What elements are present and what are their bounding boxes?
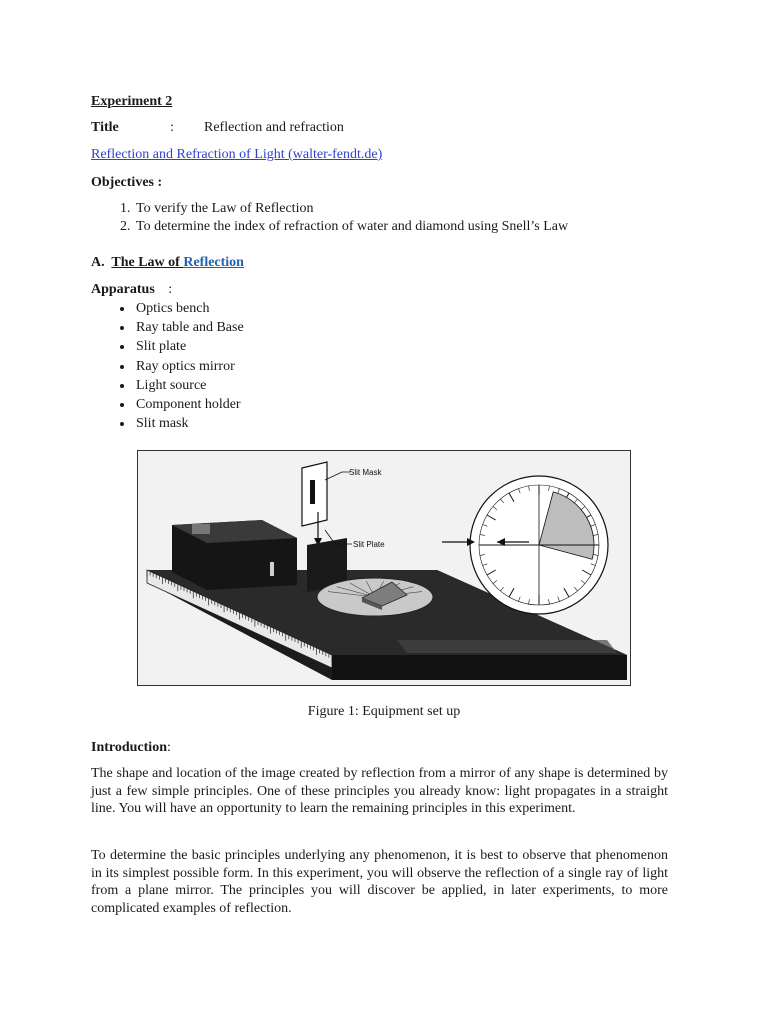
section-a-heading xyxy=(91,255,244,271)
apparatus-item: • Slit plate xyxy=(134,337,244,356)
introduction-heading: Introduction xyxy=(91,740,167,755)
section-a-prefix: A. xyxy=(91,255,105,270)
apparatus-list xyxy=(112,299,244,433)
title-value: Reflection and refraction xyxy=(204,120,344,135)
intro-paragraph-1: The shape and location of the image created by reflection from a mirror of any shape is determined by just a few simple principles. One of these principles you already know: light propagates in a straight line. You will have an opportunity to learn the remaining principles in this experiment. xyxy=(91,766,668,817)
title-label: Title xyxy=(91,120,119,135)
slit-mask-label: Slit Mask xyxy=(349,468,382,477)
apparatus-colon: : xyxy=(168,282,173,297)
objectives-list xyxy=(112,200,568,236)
slit-plate-label: Slit Plate xyxy=(353,540,385,549)
figure-caption: Figure 1: Equipment set up xyxy=(307,704,461,719)
apparatus-item: • Light source xyxy=(134,376,244,395)
title-row xyxy=(91,120,119,136)
apparatus-item: • Ray optics mirror xyxy=(134,357,244,376)
apparatus-heading: Apparatus xyxy=(91,282,155,297)
equipment-figure xyxy=(137,450,631,686)
reflection-link[interactable]: Reflection xyxy=(183,255,244,270)
experiment-label: Experiment 2 xyxy=(91,94,173,109)
apparatus-heading-row xyxy=(91,282,172,298)
objective-item: 2. To determine the index of refraction of water and diamond using Snell’s Law xyxy=(134,218,568,236)
objective-item: 1. To verify the Law of Reflection xyxy=(134,200,568,218)
introduction-heading-row xyxy=(91,740,171,756)
equipment-illustration xyxy=(137,450,631,686)
section-a-text: The Law of xyxy=(111,255,184,270)
title-colon: : xyxy=(170,120,174,135)
apparatus-item: • Ray table and Base xyxy=(134,318,244,337)
objectives-heading: Objectives : xyxy=(91,175,163,190)
apparatus-item: • Component holder xyxy=(134,395,244,414)
simulation-link[interactable]: Reflection and Refraction of Light (walter-fendt.de) xyxy=(91,147,383,162)
apparatus-item: • Optics bench xyxy=(134,299,244,318)
intro-paragraph-2: To determine the basic principles underlying any phenomenon, it is best to observe that phenomenon in its simplest possible form. In this experiment, you will observe the reflection of a single ray of light from a plane mirror. The principles you will discover be applied, in later experiments, to more complicated examples of reflection. xyxy=(91,848,668,916)
apparatus-item: • Slit mask xyxy=(134,414,244,433)
introduction-colon: : xyxy=(166,740,171,755)
